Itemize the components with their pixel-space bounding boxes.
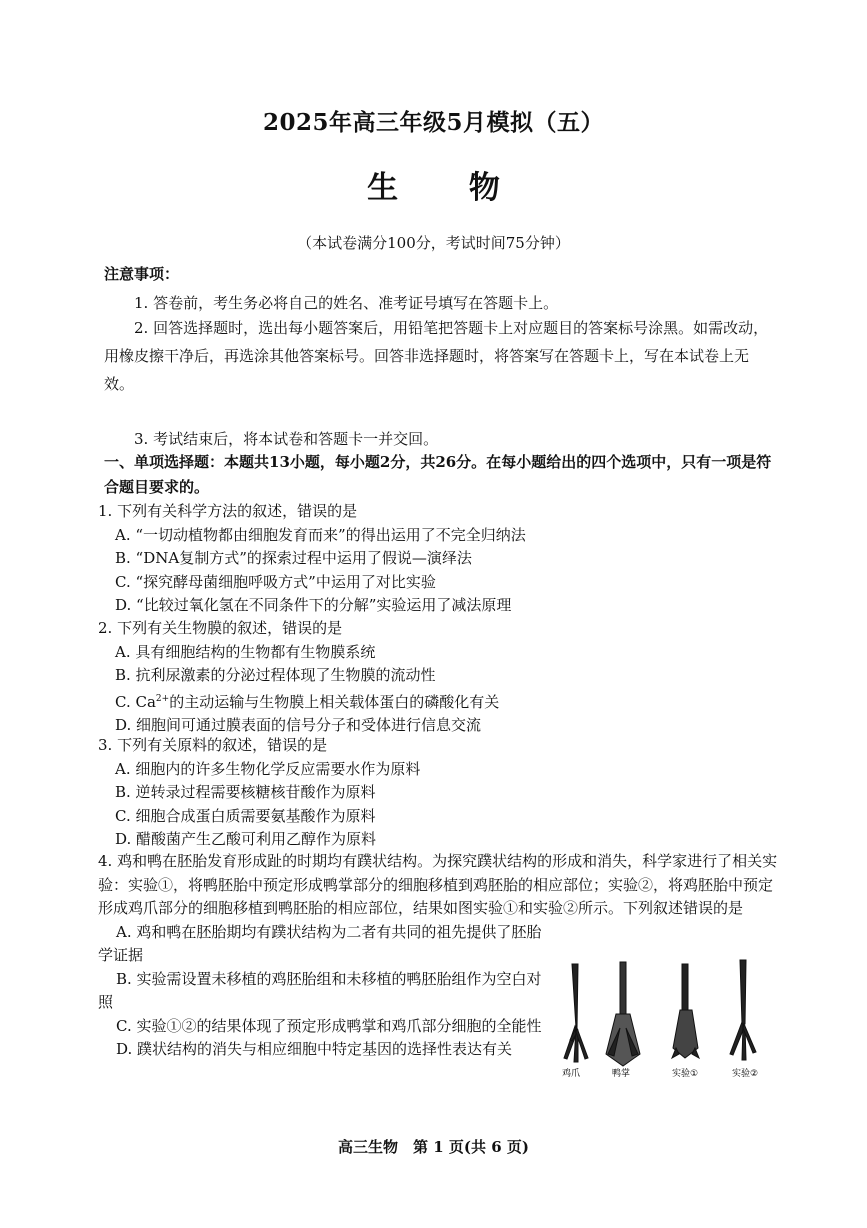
label-chicken-foot: 鸡爪 xyxy=(562,1069,581,1079)
option-d: D. 蹼状结构的消失与相应细胞中特定基因的选择性表达有关 xyxy=(116,1040,513,1058)
notice-item-1: 1. 答卷前，考生务必将自己的姓名、准考证号填写在答题卡上。 xyxy=(134,294,559,312)
duck-foot-image xyxy=(606,962,640,1066)
label-duck-foot: 鸭掌 xyxy=(612,1069,631,1079)
question-stem: 2. 下列有关生物膜的叙述，错误的是 xyxy=(98,619,343,637)
superscript-charge: 2+ xyxy=(155,693,170,704)
option-c-prefix: C. Ca xyxy=(115,692,156,711)
option-b: B. 实验需设置未移植的鸡胚胎组和未移植的鸭胚胎组作为空白对照 xyxy=(98,969,542,1011)
option-a: A. 鸡和鸭在胚胎期均有蹼状结构为二者有共同的祖先提供了胚胎学证据 xyxy=(98,922,542,964)
page-footer: 高三生物 第 1 页(共 6 页) xyxy=(338,1138,529,1156)
question-1 xyxy=(98,500,778,618)
question-stem: 4. 鸡和鸭在胚胎发育形成趾的时期均有蹼状结构。为探究蹼状结构的形成和消失，科学家进行了相关实验：实验①，将鸭胚胎中预定形成鸭掌部分的细胞移植到鸡胚胎的相应部位；实验②，将鸡胚胎中预定形成鸡爪部分的细胞移植到鸭胚胎的相应部位，结果如图实验①和实验②所示。下列叙述错误的是 xyxy=(98,852,778,917)
chicken-foot-image xyxy=(564,964,588,1062)
label-experiment-1: 实验① xyxy=(672,1069,699,1079)
experiment-1-foot-image xyxy=(672,964,699,1058)
option-c: C. 实验①②的结果体现了预定形成鸭掌和鸡爪部分细胞的全能性 xyxy=(116,1016,542,1035)
option-a: A. 细胞内的许多生物化学反应需要水作为原料 xyxy=(115,759,421,778)
notice-item-2: 2. 回答选择题时，选出每小题答案后，用铅笔把答题卡上对应题目的答案标号涂黑。如需改动，用橡皮擦干净后，再选涂其他答案标号。回答非选择题时，将答案写在答题卡上，写在本试卷上无效。 xyxy=(104,319,769,393)
foot-figure xyxy=(560,958,780,1082)
option-d: D. 细胞间可通过膜表面的信号分子和受体进行信息交流 xyxy=(115,716,482,734)
option-b: B. “DNA复制方式”的探索过程中运用了假说—演绎法 xyxy=(115,549,472,567)
question-2 xyxy=(98,617,778,738)
option-a: A. 具有细胞结构的生物都有生物膜系统 xyxy=(115,642,376,661)
notice-heading: 注意事项： xyxy=(104,265,180,283)
option-d: D. “比较过氧化氢在不同条件下的分解”实验运用了减法原理 xyxy=(115,596,512,614)
exam-info: （本试卷满分100分，考试时间75分钟） xyxy=(297,234,570,252)
question-stem: 3. 下列有关原料的叙述，错误的是 xyxy=(98,736,328,754)
exam-title: 2025年高三年级5月模拟（五） xyxy=(262,109,605,136)
option-c: C. “探究酵母菌细胞呼吸方式”中运用了对比实验 xyxy=(115,572,436,591)
option-c: C. 细胞合成蛋白质需要氨基酸作为原料 xyxy=(115,806,376,825)
subject-title: 生 物 xyxy=(367,170,530,206)
option-b: B. 逆转录过程需要核糖核苷酸作为原料 xyxy=(115,783,376,801)
option-a: A. “一切动植物都由细胞发育而来”的得出运用了不完全归纳法 xyxy=(115,525,526,544)
question-3 xyxy=(98,734,778,852)
label-experiment-2: 实验② xyxy=(732,1069,759,1079)
notice-item-3: 3. 考试结束后，将本试卷和答题卡一并交回。 xyxy=(134,430,439,448)
question-stem: 1. 下列有关科学方法的叙述，错误的是 xyxy=(98,502,358,520)
option-c xyxy=(98,688,778,715)
section-heading: 一、单项选择题：本题共13小题，每小题2分，共26分。在每小题给出的四个选项中，只有一项是符合题目要求的。 xyxy=(104,453,772,496)
option-c-text: 的主动运输与生物膜上相关载体蛋白的磷酸化有关 xyxy=(169,692,500,711)
option-d: D. 醋酸菌产生乙酸可利用乙醇作为原料 xyxy=(115,830,377,848)
experiment-2-foot-image xyxy=(730,960,756,1060)
option-b: B. 抗利尿激素的分泌过程体现了生物膜的流动性 xyxy=(115,666,436,684)
